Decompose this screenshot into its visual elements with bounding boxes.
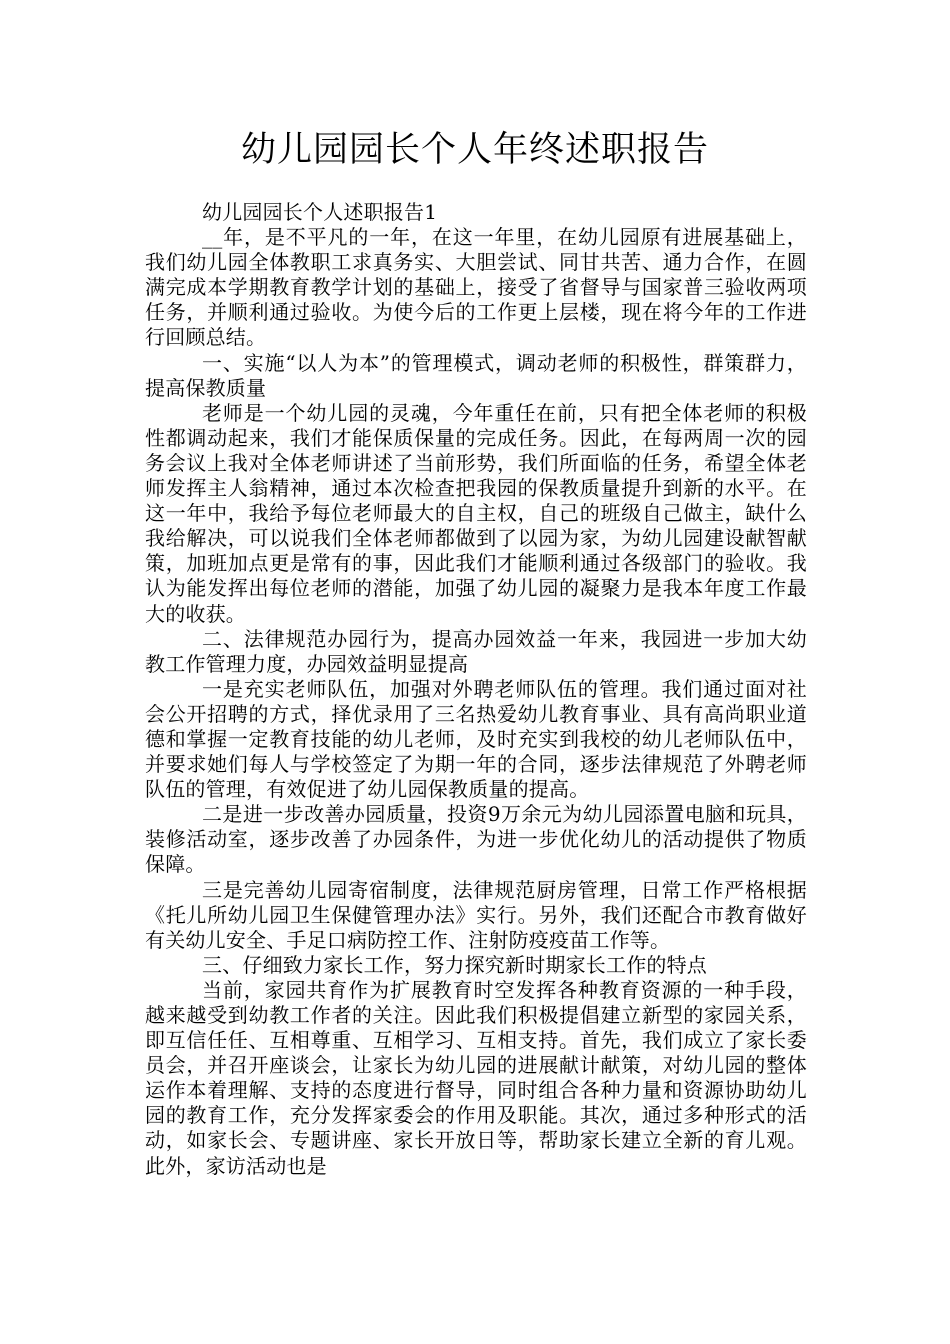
- paragraph-facilities: 二是进一步改善办园质量，投资9万余元为幼儿园添置电脑和玩具，装修活动室，逐步改善了办园条件，为进一步优化幼儿的活动提供了物质保障。: [145, 802, 807, 877]
- section-heading-2: 二、法律规范办园行为，提高办园效益一年来，我园进一步加大幼教工作管理力度，办园效益明显提高: [145, 626, 807, 676]
- report-subtitle: 幼儿园园长个人述职报告1: [202, 200, 438, 224]
- section-heading-3: 三、仔细致力家长工作，努力探究新时期家长工作的特点: [202, 952, 707, 977]
- paragraph-parents: 当前，家园共育作为扩展教育时空发挥各种教育资源的一种手段，越来越受到幼教工作者的关注。因此我们积极提倡建立新型的家园关系，即互信任任、互相尊重、互相学习、互相支持。首先，我们成立了家长委员会，并召开座谈会，让家长为幼儿园的进展献计献策，对幼儿园的整体运作本着理解、支持的态度进行督导，同时组合各种力量和资源协助幼儿园的教育工作，充分发挥家委会的作用及职能。其次，通过多种形式的活动，如家长会、专题讲座、家长开放日等，帮助家长建立全新的育儿观。此外，家访活动也是: [145, 977, 807, 1178]
- paragraph-teachers: 老师是一个幼儿园的灵魂，今年重任在前，只有把全体老师的积极性都调动起来，我们才能保质保量的完成任务。因此，在每两周一次的园务会议上我对全体老师讲述了当前形势，我们所面临的任务，希望全体老师发挥主人翁精神，通过本次检查把我园的保教质量提升到新的水平。在这一年中，我给予每位老师最大的自主权，自己的班级自己做主，缺什么我给解决，可以说我们全体老师都做到了以园为家，为幼儿园建设献智献策，加班加点更是常有的事，因此我们才能顺利通过各级部门的验收。我认为能发挥出每位老师的潜能，加强了幼儿园的凝聚力是我本年度工作最大的收获。: [145, 400, 807, 626]
- paragraph-intro: __年，是不平凡的一年，在这一年里，在幼儿园原有进展基础上，我们幼儿园全体教职工求真务实、大胆尝试、同甘共苦、通力合作，在圆满完成本学期教育教学计划的基础上，接受了省督导与国家普三验收两项任务，并顺利通过验收。为使今后的工作更上层楼，现在将今年的工作进行回顾总结。: [145, 225, 807, 350]
- paragraph-boarding: 三是完善幼儿园寄宿制度，法律规范厨房管理，日常工作严格根据《托儿所幼儿园卫生保健管理办法》实行。另外，我们还配合市教育做好有关幼儿安全、手足口病防控工作、注射防疫疫苗工作等。: [145, 877, 807, 952]
- section-heading-1: 一、实施“以人为本”的管理模式，调动老师的积极性，群策群力，提高保教质量: [145, 350, 807, 400]
- document-title: 幼儿园园长个人年终述职报告: [240, 130, 709, 170]
- document-body: [145, 200, 807, 1179]
- paragraph-staffing: 一是充实老师队伍，加强对外聘老师队伍的管理。我们通过面对社会公开招聘的方式，择优录用了三名热爱幼儿教育事业、具有高尚职业道德和掌握一定教育技能的幼儿老师，及时充实到我校的幼儿老师队伍中，并要求她们每人与学校签定了为期一年的合同，逐步法律规范了外聘老师队伍的管理，有效促进了幼儿园保教质量的提高。: [145, 676, 807, 802]
